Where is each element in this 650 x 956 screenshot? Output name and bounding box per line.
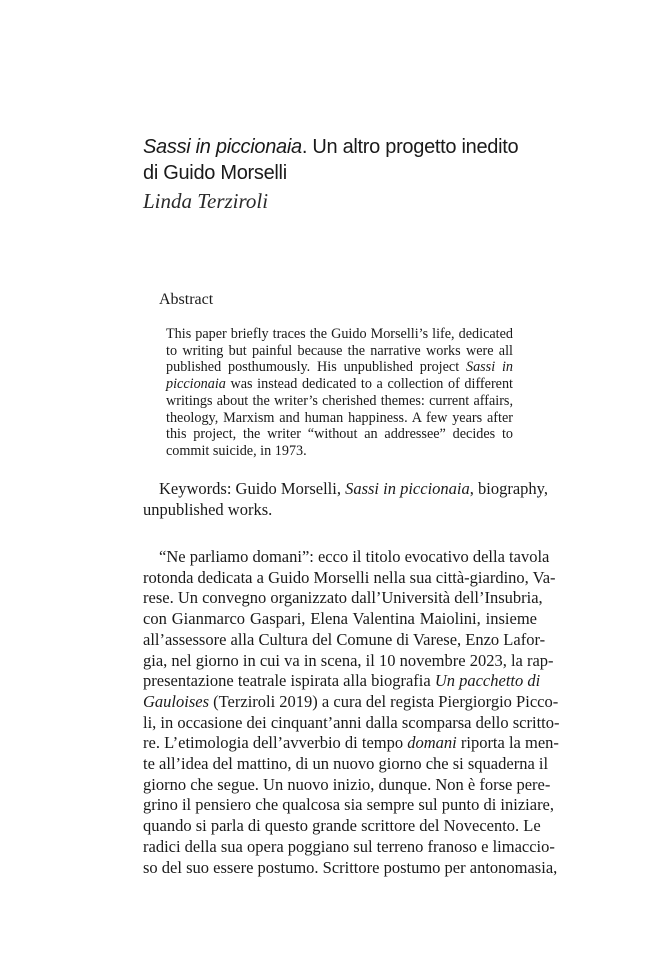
body-text: presentazione teatrale ispirata alla biografia [143,671,435,691]
body-text: grino il pensiero che qualcosa sia sempre sul punto di iniziare, [143,795,555,815]
body-text: gia, nel giorno in cui va in scena, il 10 novembre 2023, la rap- [143,650,554,670]
abstract-text: writings about the writer’s cherished themes: current affairs, [166,392,513,409]
body-line [143,795,555,816]
abstract-text: published posthumously. His unpublished project [166,359,466,376]
body-line [143,588,543,609]
abstract-text: to writing but painful because the narrative works were all [166,342,513,359]
body-line [143,816,541,837]
body-line [143,836,555,858]
body-text: riporta la men- [456,733,559,753]
abstract-body [166,326,513,460]
body-italic-text: domani [407,733,457,753]
abstract-text: This paper briefly traces the Guido Morselli’s life, dedicated [166,326,513,342]
keywords-rest: , biography, [469,479,548,498]
body-text: (Terziroli 2019) a cura del regista Piergiorgio Picco- [209,691,559,711]
keywords-line-1 [143,478,548,499]
body-line [143,774,551,796]
keywords-line-2: unpublished works. [143,500,273,519]
body-text: rese. Un convegno organizzato dall’Università dell’Insubria, [143,588,543,608]
body-text: te all’idea del mattino, di un nuovo giorno che si squaderna il [143,754,549,774]
body-italic-text: Gauloises [143,691,209,711]
abstract-line [166,326,513,343]
body-line [143,671,541,692]
title-line2: di Guido Morselli [143,162,287,184]
body-text: re. L’etimologia dell’avverbio di tempo [143,733,408,753]
body-line [143,609,537,630]
body-line [143,712,560,734]
body-line [143,754,549,775]
abstract-line [166,443,513,460]
body-line [143,650,554,672]
abstract-line [166,393,513,410]
abstract-text: this project, the writer “without an addressee” decides to [166,426,513,443]
abstract-line [166,343,513,360]
title-rest-line1: . Un altro progetto inedito [301,136,519,158]
body-text: giorno che segue. Un nuovo inizio, dunque. Non è forse pere- [143,774,551,794]
author-name: Linda Terziroli [143,189,269,213]
abstract-text: was instead dedicated to a collection of different [225,376,513,393]
body-text: rotonda dedicata a Guido Morselli nella sua città-giardino, Va- [143,567,556,587]
keywords [143,478,548,520]
abstract-line [166,376,513,393]
body-line [143,547,550,568]
body-text: quando si parla di questo grande scrittore del Novecento. Le [143,816,541,836]
body-italic-text: Un pacchetto di [434,671,541,691]
abstract-italic-text: piccionaia [166,376,226,393]
body-line [143,629,546,651]
abstract-italic-text: Sassi in [465,359,513,376]
keywords-italic: Sassi in piccionaia [345,479,470,498]
abstract-text: theology, Marxism and human happiness. A few years after [166,409,513,426]
abstract-line [166,410,513,427]
abstract-text: commit suicide, in 1973. [166,442,307,459]
body-text: radici della sua opera poggiano sul terreno franoso e limaccio- [143,836,555,856]
title-italic-part: Sassi in piccionaia [143,136,302,158]
paper-title [143,134,563,186]
body-line [143,691,559,713]
keywords-label: Keywords: Guido Morselli, [159,479,346,498]
body-text: li, in occasione dei cinquant’anni dalla scomparsa dello scritto- [143,712,560,732]
abstract-line [166,359,513,376]
body-line [143,567,556,589]
body-line [143,733,559,754]
abstract-heading: Abstract [159,291,214,308]
body-text: all’assessore alla Cultura del Comune di Varese, Enzo Lafor- [143,629,546,649]
body-paragraph [143,547,560,878]
body-text: so del suo essere postumo. Scrittore postumo per antonomasia, [143,857,558,877]
abstract-line [166,426,513,443]
body-text: “Ne parliamo domani”: ecco il titolo evocativo della tavola [159,547,550,566]
body-line [143,857,558,879]
body-text: con Gianmarco Gaspari, Elena Valentina Maiolini, insieme [143,609,537,629]
